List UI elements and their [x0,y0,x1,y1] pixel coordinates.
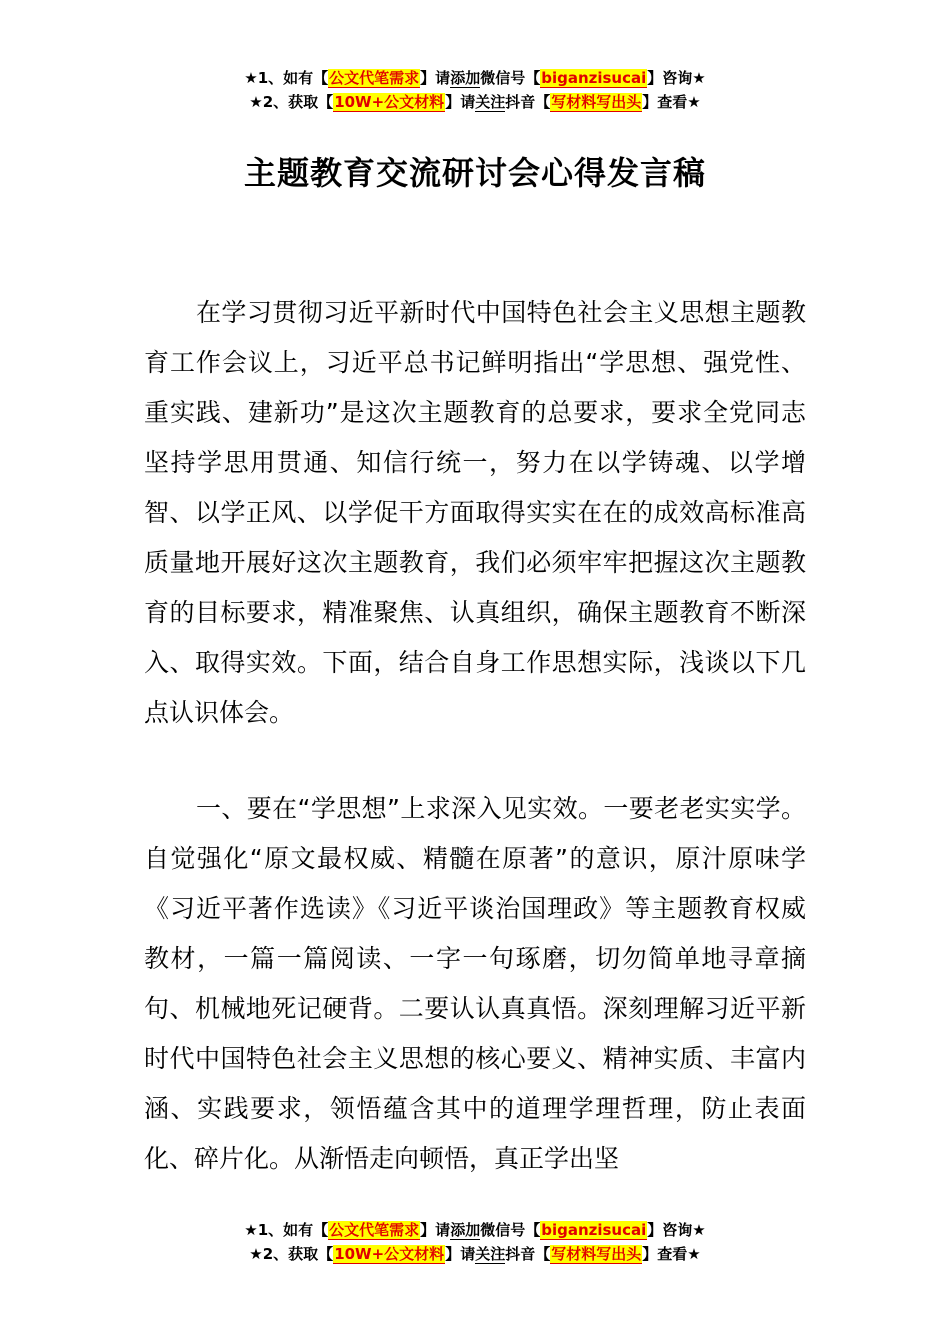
promo-line-2-mid: 】请 [445,1245,476,1263]
promo-highlight-service: 公文代笔需求 [329,1221,420,1239]
promo-highlight-wechat-id: biganzisucai [541,1221,647,1239]
promo-banner-top [0,66,950,114]
promo-line-1-mid2: 微信号【 [480,1221,541,1239]
promo-line-1-prefix: ★1、如有【 [244,69,329,87]
promo-line-1 [0,1218,950,1242]
promo-highlight-materials: 10W+公文材料 [334,1245,445,1263]
promo-emphasis-follow: 关注 [475,93,506,111]
promo-line-2-mid2: 抖音【 [505,93,551,111]
promo-line-2-prefix: ★2、获取【 [249,93,334,111]
promo-emphasis-follow: 关注 [475,1245,506,1263]
promo-line-1-suffix: 】咨询★ [647,1221,706,1239]
promo-banner-bottom [0,1218,950,1266]
promo-line-2 [0,90,950,114]
promo-line-1-mid: 】请 [420,1221,451,1239]
body-paragraph-section-1: 一、要在“学思想”上求深入见实效。一要老老实实学。自觉强化“原文最权威、精髓在原著”的意识，原汁原味学《习近平著作选读》《习近平谈治国理政》等主题教育权威教材，一篇一篇阅读、一字一句琢磨，切勿简单地寻章摘句、机械地死记硬背。二要认认真真悟。深刻理解习近平新时代中国特色社会主义思想的核心要义、精神实质、丰富内涵、实践要求，领悟蕴含其中的道理学理哲理，防止表面化、碎片化。从渐悟走向顿悟，真正学出坚 [144,794,806,1173]
promo-highlight-douyin: 写材料写出头 [551,93,642,111]
promo-line-2-suffix: 】查看★ [642,1245,701,1263]
promo-line-2-prefix: ★2、获取【 [249,1245,334,1263]
promo-emphasis-add: 添加 [450,69,481,87]
promo-line-2-mid2: 抖音【 [505,1245,551,1263]
promo-line-2 [0,1242,950,1266]
promo-line-2-suffix: 】查看★ [642,93,701,111]
promo-line-1-mid: 】请 [420,69,451,87]
promo-highlight-materials: 10W+公文材料 [334,93,445,111]
body-paragraph-intro: 在学习贯彻习近平新时代中国特色社会主义思想主题教育工作会议上，习近平总书记鲜明指出“学思想、强党性、重实践、建新功”是这次主题教育的总要求，要求全党同志坚持学思用贯通、知信行统一，努力在以学铸魂、以学增智、以学正风、以学促干方面取得实实在在的成效高标准高质量地开展好这次主题教育，我们必须牢牢把握这次主题教育的目标要求，精准聚焦、认真组织，确保主题教育不断深入、取得实效。下面，结合自身工作思想实际，浅谈以下几点认识体会。 [144,298,806,727]
promo-highlight-douyin: 写材料写出头 [551,1245,642,1263]
promo-line-1-suffix: 】咨询★ [647,69,706,87]
promo-line-1-prefix: ★1、如有【 [244,1221,329,1239]
promo-emphasis-add: 添加 [450,1221,481,1239]
promo-line-1-mid2: 微信号【 [480,69,541,87]
promo-line-2-mid: 】请 [445,93,476,111]
document-title: 主题教育交流研讨会心得发言稿 [243,154,706,192]
promo-highlight-wechat-id: biganzisucai [541,69,647,87]
promo-line-1 [0,66,950,90]
promo-highlight-service: 公文代笔需求 [329,69,420,87]
